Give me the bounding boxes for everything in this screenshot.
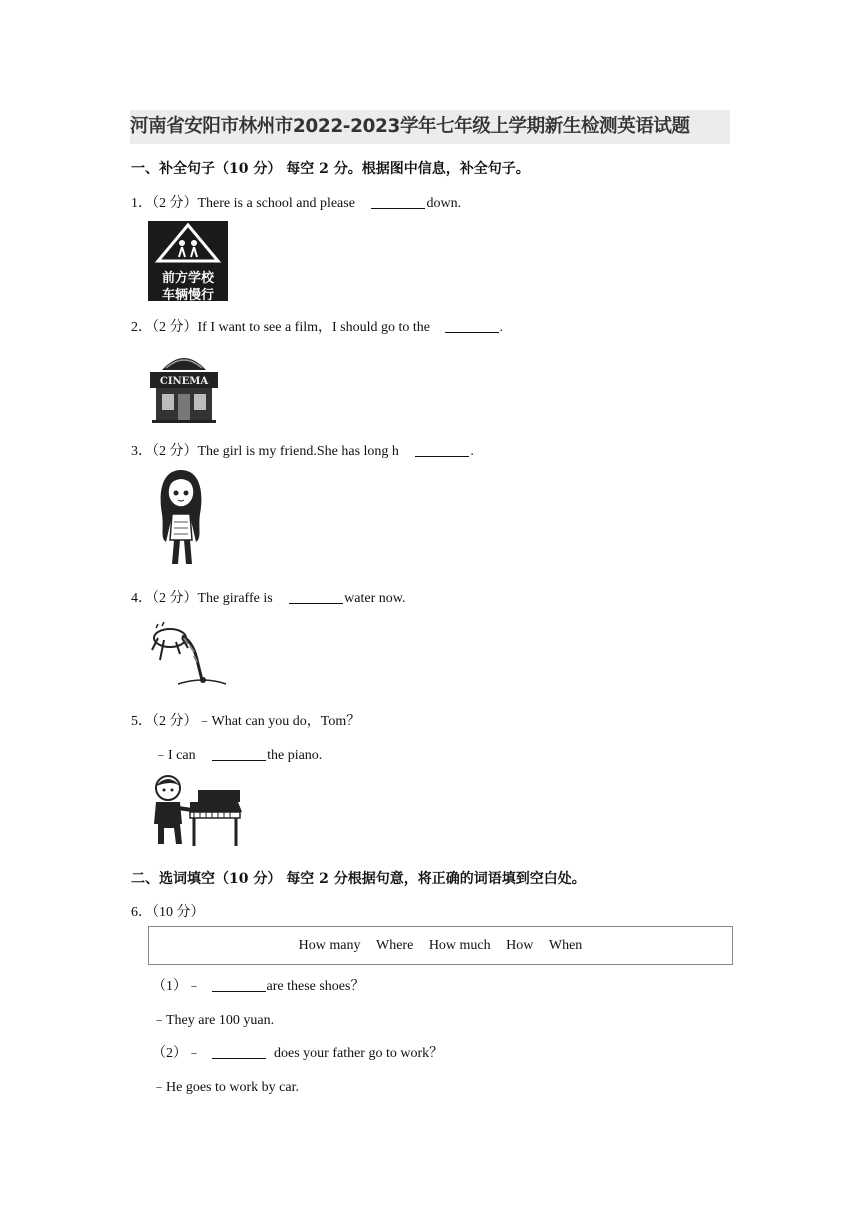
question-4-text: 4．（2 分）The giraffe is (131, 591, 273, 606)
question-1-text: 1．（2 分）There is a school and please (131, 196, 355, 211)
question-4 (131, 587, 405, 607)
answer-blank[interactable] (212, 977, 266, 992)
answer-blank[interactable] (289, 589, 343, 604)
giraffe-icon (148, 620, 228, 690)
word-bank-item: How many (298, 938, 361, 953)
question-6-label: 6．（10 分） (131, 905, 205, 920)
giraffe-drinking-image (148, 620, 228, 690)
question-5-text: ﹣I can (154, 748, 196, 763)
sign-text-line-1: 前方学校 (161, 271, 214, 286)
question-5-line-2 (154, 744, 322, 764)
question-5-line-1: 5．（2 分）﹣What can you do，Tom？ (131, 714, 361, 729)
question-2-suffix: . (499, 320, 504, 335)
school-sign-image (148, 221, 228, 301)
cinema-image (148, 348, 220, 424)
question-3-text: 3．（2 分）The girl is my friend.She has long h (131, 444, 399, 459)
girl-figure-icon (150, 466, 212, 572)
piano-player-icon (148, 772, 244, 848)
word-bank-item: When (548, 938, 583, 953)
long-hair-girl-image (150, 466, 212, 572)
word-bank-item: How (506, 938, 534, 953)
question-3 (131, 440, 474, 460)
word-bank-item: How much (428, 938, 491, 953)
question-5-suffix: the piano. (267, 748, 323, 763)
word-bank-box (148, 926, 733, 965)
section-1-header: 一、补全句子（10 分） 每空 2 分。根据图中信息，补全句子。 (131, 161, 530, 177)
item-2-prefix: （2）﹣ (152, 1046, 201, 1061)
cinema-building-icon (148, 348, 220, 424)
answer-blank[interactable] (212, 746, 266, 761)
item-1-answer: ﹣They are 100 yuan. (152, 1013, 275, 1028)
question-4-suffix: water now. (344, 591, 406, 606)
question-6-item-1 (152, 975, 364, 995)
question-6-item-2 (152, 1042, 443, 1062)
question-3-suffix: . (470, 444, 474, 459)
boy-piano-image (148, 772, 244, 848)
question-2-text: 2．（2 分）If I want to see a film，I should go to the (131, 320, 431, 335)
answer-blank[interactable] (445, 318, 499, 333)
item-1-suffix: are these shoes？ (266, 979, 365, 994)
answer-blank[interactable] (371, 194, 425, 209)
question-2 (131, 316, 503, 336)
answer-blank[interactable] (212, 1044, 266, 1059)
item-2-answer: ﹣He goes to work by car. (152, 1080, 299, 1095)
page-title: 河南省安阳市林州市2022-2023学年七年级上学期新生检测英语试题 (130, 110, 730, 144)
item-1-prefix: （1）﹣ (152, 979, 201, 994)
question-1 (131, 192, 461, 212)
word-bank-item: Where (376, 938, 414, 953)
answer-blank[interactable] (415, 442, 469, 457)
section-2-header: 二、选词填空（10 分） 每空 2 分根据句意，将正确的词语填到空白处。 (131, 871, 586, 887)
cinema-sign-text: CINEMA (159, 376, 209, 387)
sign-text-line-2: 车辆慢行 (161, 288, 214, 303)
item-2-suffix: does your father go to work？ (274, 1046, 444, 1061)
question-1-suffix: down. (426, 196, 462, 211)
warning-triangle-icon (148, 221, 228, 265)
